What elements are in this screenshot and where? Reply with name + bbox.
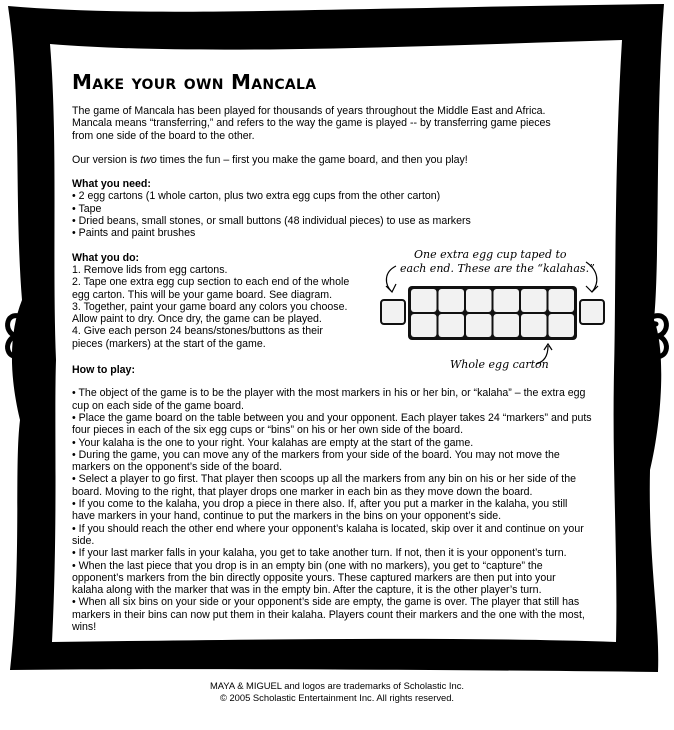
egg-cup (494, 289, 520, 312)
egg-cup (549, 289, 575, 312)
list-item: • Paints and paint brushes (72, 227, 196, 240)
diagram-top-note: each end. These are the “kalahas.” (400, 262, 595, 275)
rule-line: markers in their bins can now put them in their kalaha. Players count their markers and the one with the most, (72, 608, 585, 621)
egg-cup (494, 314, 520, 337)
egg-cup (521, 314, 547, 337)
rule-line: cup on each side of the game board. (72, 399, 244, 412)
step-line: 4. Give each person 24 beans/stones/buttons as their (72, 325, 323, 338)
rule-line: • During the game, you can move any of the markers from your side of the board. You may not move the (72, 448, 560, 461)
egg-cup (549, 314, 575, 337)
step-line: 3. Together, paint your game board any colors you choose. (72, 300, 348, 313)
footer (0, 680, 674, 704)
rule-line: four pieces in each of the six egg cups or “bins” on his or her own side of the board. (72, 424, 464, 437)
intro-paragraph (72, 105, 612, 142)
step-line: 2. Tape one extra egg cup section to each end of the whole (72, 276, 350, 289)
how-to-play-section (72, 364, 612, 633)
list-item: • Tape (72, 202, 102, 215)
version-paragraph (72, 154, 612, 166)
intro-line: The game of Mancala has been played for thousands of years throughout the Middle East and Africa. (72, 105, 546, 117)
rule-line: have markers in your hand, continue to put the markers in the bins on your opponent’s side. (72, 510, 502, 523)
egg-carton (381, 286, 604, 340)
rule-line: • If you should reach the other end where your opponent’s kalaha is located, skip over it and continue on your (72, 522, 584, 535)
rule-line: • Place the game board on the table between you and your opponent. Each player takes 24 “markers” and puts (72, 411, 592, 424)
intro-line: from one side of the board to the other. (72, 129, 255, 142)
egg-cup (466, 289, 492, 312)
egg-cup (521, 289, 547, 312)
diagram-bottom-note: Whole egg carton (450, 358, 549, 371)
rule-line: • If your last marker falls in your kalaha, you get to take another turn. If not, then it is your opponent’s turn. (72, 547, 567, 560)
rule-line: • Select a player to go first. That player then scoops up all the markers from any bin on his or her side of the (72, 473, 577, 486)
list-item: • Dried beans, small stones, or small buttons (48 individual pieces) to use as markers (72, 215, 471, 228)
egg-cup (439, 289, 465, 312)
intro-line: Mancala means “transferring,” and refers to the way the game is played -- by transferring game pieces (72, 117, 551, 130)
page-title: Make your own Mancala (72, 70, 317, 94)
trademark-line: MAYA & MIGUEL and logos are trademarks of Scholastic Inc. (209, 680, 465, 691)
version-text: times the fun – first you make the game board, and then you play! (156, 153, 468, 166)
section-heading: How to play: (72, 364, 135, 377)
rule-line: kalaha along with the marker that was in the empty bin. After the capture, it is the other player’s turn. (72, 584, 542, 597)
rule-line: board. Moving to the right, that player drops one marker in each bin as they move down the board. (72, 485, 533, 498)
version-emphasis: two (140, 153, 157, 166)
rule-line: markers on the opponent’s side of the board. (72, 461, 283, 474)
what-you-need-section (72, 178, 612, 239)
copyright-line: © 2005 Scholastic Entertainment Inc. All rights reserved. (219, 692, 455, 703)
version-text: Our version is (72, 153, 141, 166)
rule-line: wins! (72, 620, 97, 633)
egg-cup (466, 314, 492, 337)
egg-cup (411, 289, 437, 312)
rule-line: • If you come to the kalaha, you drop a piece in there also. If, after you put a marker in the kalaha, you still (72, 498, 568, 511)
step-line: 1. Remove lids from egg cartons. (72, 263, 228, 276)
rule-line: • When all six bins on your side or your opponent’s side are empty, the game is over. The player that still has (72, 596, 580, 609)
list-item: • 2 egg cartons (1 whole carton, plus two extra egg cups from the other carton) (72, 190, 441, 203)
left-arrow-icon (386, 266, 396, 292)
step-line: egg carton. This will be your game board. See diagram. (72, 288, 333, 301)
rule-line: side. (72, 534, 95, 547)
rule-line: • The object of the game is to be the player with the most markers in his or her bin, or “kalaha” – the extra egg (72, 387, 586, 400)
section-heading: What you do: (72, 251, 140, 264)
left-kalaha (381, 300, 405, 324)
what-you-do-section (72, 252, 372, 350)
section-heading: What you need: (72, 178, 151, 191)
step-line: pieces (markers) at the start of the game. (72, 337, 266, 350)
rule-line: • Your kalaha is the one to your right. Your kalahas are empty at the start of the game. (72, 436, 474, 449)
egg-cup (439, 314, 465, 337)
step-line: Allow paint to dry. Once dry, the game can be played. (72, 313, 322, 326)
egg-carton-diagram (378, 242, 608, 378)
egg-cup (411, 314, 437, 337)
right-kalaha (580, 300, 604, 324)
rule-line: • When the last piece that you drop is in an empty bin (one with no markers), you get to “capture” the (72, 559, 543, 572)
rule-line: opponent’s markers from the bin directly opposite yours. These captured markers are then put into your (72, 571, 556, 584)
diagram-top-note: One extra egg cup taped to (414, 248, 567, 261)
